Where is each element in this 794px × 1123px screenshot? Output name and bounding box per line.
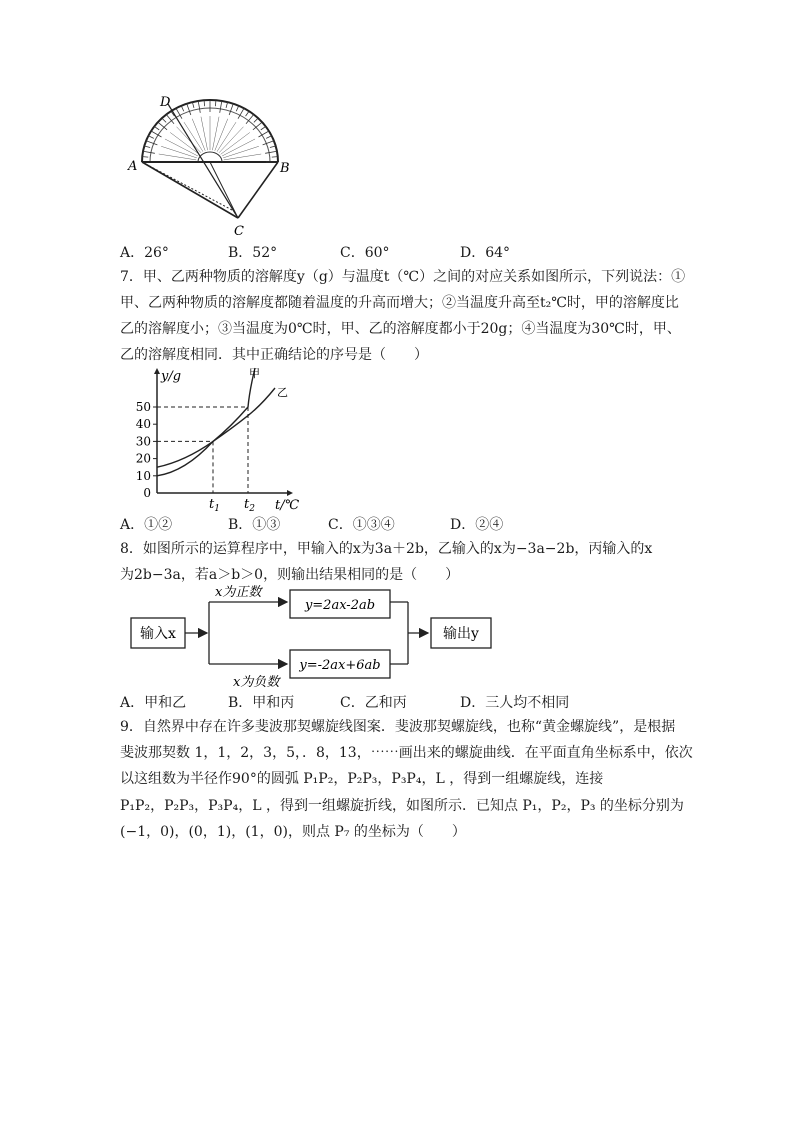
q7-option-a[interactable]: A．①②	[120, 517, 173, 533]
q8-line-2: 为2b−3a，若a＞b＞0，则输出结果相同的是（ ）	[120, 567, 460, 583]
q8-option-d[interactable]: D．三人均不相同	[460, 695, 570, 711]
q7-option-d[interactable]: D．②④	[450, 517, 504, 533]
q6-option-a[interactable]: A．26°	[120, 245, 169, 261]
series-curve-1	[157, 388, 275, 467]
q7-option-c[interactable]: C．①③④	[328, 517, 395, 533]
x-tick-label-t1: $t_1$	[209, 497, 220, 514]
label-d: D	[160, 95, 171, 110]
x-tick-label-t2: $t_2$	[244, 497, 255, 514]
label-a: A	[128, 159, 138, 174]
q6-option-b[interactable]: B．52°	[228, 245, 278, 261]
q7-line-3: 乙的溶解度小；③当温度为0℃时，甲、乙的溶解度都小于20g；④当温度为30℃时，甲、	[120, 321, 681, 337]
q6-option-c[interactable]: C．60°	[340, 245, 390, 261]
q7-line-2: 甲、乙两种物质的溶解度都随着温度的升高而增大；②当温度升高至t₂℃时，甲的溶解度比	[120, 295, 679, 311]
q8-option-b[interactable]: B．甲和丙	[228, 695, 295, 711]
flowchart	[125, 582, 505, 692]
q8-line-1: 8．如图所示的运算程序中，甲输入的x为3a＋2b，乙输入的x为−3a−2b，丙输入的x	[120, 541, 653, 557]
q8-option-a[interactable]: A．甲和乙	[120, 695, 187, 711]
protractor-figure	[120, 90, 300, 240]
y-axis-label: y/g	[161, 369, 182, 384]
solubility-chart	[115, 366, 315, 514]
y-tick-label-50: 50	[135, 400, 151, 414]
series-label-0: 甲	[249, 367, 260, 380]
q6-option-d[interactable]: D．64°	[460, 245, 511, 261]
x-axis-arrow	[287, 490, 293, 496]
y-tick-label-40: 40	[135, 417, 151, 432]
q7-option-b[interactable]: B．①③	[228, 517, 281, 533]
q9-line-2: 斐波那契数 1，1，2，3，5，．8，13，⋯⋯画出来的螺旋曲线．在平面直角坐标系中，依次	[120, 745, 693, 761]
formula-positive: y=2ax-2ab	[304, 598, 376, 613]
x-axis-label: t/℃	[275, 498, 300, 513]
q8-option-c[interactable]: C．乙和丙	[340, 695, 407, 711]
q9-line-1: 9．自然界中存在许多斐波那契螺旋线图案．斐波那契螺旋线，也称“黄金螺旋线”，是根据	[120, 719, 676, 735]
series-label-1: 乙	[277, 386, 288, 399]
y-tick-label-20: 20	[135, 451, 151, 466]
y-axis-arrow	[154, 368, 160, 374]
label-b: B	[280, 161, 290, 176]
q9-line-5: (−1，0)，(0，1)，(1，0)，则点 P₇ 的坐标为（ ）	[120, 824, 466, 840]
branch-positive-label: x为正数	[215, 585, 262, 600]
y-tick-label-0: 0	[143, 486, 151, 500]
q9-line-3: 以这组数为半径作90°的圆弧 P₁P₂，P₂P₃，P₃P₄，L ，得到一组螺旋线，连接	[120, 771, 604, 787]
y-tick-label-30: 30	[135, 434, 151, 449]
formula-negative: y=-2ax+6ab	[299, 658, 381, 673]
y-tick-label-10: 10	[135, 468, 151, 483]
input-text: 输入x	[140, 626, 176, 642]
q7-line-4: 乙的溶解度相同．其中正确结论的序号是（ ）	[120, 347, 428, 363]
branch-negative-label: x为负数	[233, 675, 280, 690]
q9-line-4: P₁P₂，P₂P₃，P₃P₄，L ，得到一组螺旋折线，如图所示．已知点 P₁，P₂，P₃ 的坐标分别为	[120, 798, 684, 814]
q7-line-1: 7．甲、乙两种物质的溶解度y（g）与温度t（℃）之间的对应关系如图所示，下列说法：①	[120, 269, 686, 285]
output-text: 输出y	[443, 626, 479, 642]
label-c: C	[234, 224, 244, 239]
